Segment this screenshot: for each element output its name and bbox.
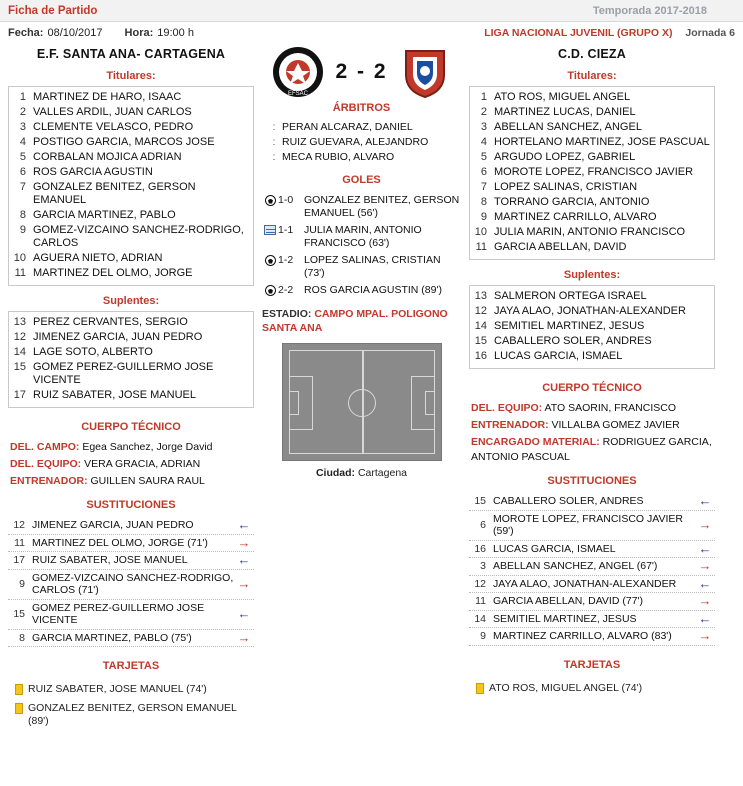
player-number: 12 — [13, 519, 25, 531]
player-name: LOPEZ SALINAS, CRISTIAN — [494, 181, 638, 193]
staff-role: ENTRENADOR: — [471, 419, 549, 431]
away-crest-icon — [398, 45, 452, 99]
yellow-card-icon — [10, 683, 28, 695]
stadium-info — [260, 299, 463, 339]
player-number: 12 — [13, 331, 26, 343]
home-staff-title: CUERPO TÉCNICO — [81, 421, 181, 433]
player-name: MARTINEZ CARRILLO, ALVARO — [494, 211, 657, 223]
referee-name: RUIZ GUEVARA, ALEJANDRO — [282, 136, 429, 148]
staff-name: ATO SAORIN, FRANCISCO — [544, 402, 676, 414]
away-team-name: C.D. CIEZA — [558, 47, 626, 61]
goal-scorer: ROS GARCIA AGUSTIN (89') — [304, 284, 442, 296]
player-number: 1 — [19, 91, 26, 103]
player-number: 9 — [19, 224, 26, 236]
player-name: ROS GARCIA AGUSTIN — [33, 166, 153, 178]
player-name: ABELLAN SANCHEZ, ANGEL — [494, 121, 642, 133]
bullet: : — [272, 136, 276, 148]
time-value: 19:00 h — [157, 27, 194, 39]
staff-name: VERA GRACIA, ADRIAN — [84, 458, 201, 470]
player-name: MARTINEZ DEL OLMO, JORGE — [33, 267, 193, 279]
arrow-out-icon: → — [698, 516, 712, 532]
list-item — [9, 360, 253, 388]
home-team-column — [8, 43, 254, 731]
list-item — [9, 315, 253, 330]
arrow-in-icon: ← — [237, 605, 251, 621]
staff-row — [10, 456, 252, 473]
table-row — [8, 570, 254, 600]
arrow-in-icon: ← — [237, 552, 251, 567]
list-item — [470, 135, 714, 150]
player-number: 16 — [474, 350, 487, 362]
player-name: SEMITIEL MARTINEZ, JESUS — [493, 612, 637, 625]
arrow-in-icon: ← — [698, 575, 712, 591]
matchday-label: Jornada 6 — [685, 27, 735, 39]
player-number: 6 — [480, 166, 487, 178]
referee-name: MECA RUBIO, ALVARO — [282, 151, 395, 163]
player-name: JAYA ALAO, JONATHAN-ALEXANDER — [493, 577, 677, 590]
city-label: Ciudad: — [315, 467, 356, 479]
player-name: SALMERON ORTEGA ISRAEL — [494, 290, 647, 302]
table-row — [469, 511, 715, 541]
list-item — [9, 180, 253, 208]
player-name: MOROTE LOPEZ, FRANCISCO JAVIER — [494, 166, 694, 178]
player-name: GONZALEZ BENITEZ, GERSON EMANUEL (89') — [28, 702, 237, 727]
player-number: 13 — [13, 316, 26, 328]
player-number: 11 — [475, 241, 487, 253]
player-number: 11 — [475, 595, 486, 607]
list-item — [9, 330, 253, 345]
player-name: GOMEZ PEREZ-GUILLERMO JOSE VICENTE — [33, 361, 214, 386]
arrow-in-icon: ← — [698, 493, 712, 508]
page-title: Ficha de Partido — [8, 4, 98, 17]
table-row — [8, 680, 254, 699]
player-number: 9 — [19, 577, 25, 590]
arrow-out-icon: → — [237, 629, 251, 645]
list-item — [9, 223, 253, 251]
away-starters-list — [470, 90, 714, 255]
titlebar — [0, 0, 743, 22]
player-number: 13 — [474, 290, 487, 302]
table-row — [469, 493, 715, 511]
player-number: 15 — [13, 607, 25, 620]
goals-list — [260, 190, 463, 299]
player-number: 3 — [480, 560, 486, 572]
list-item — [260, 120, 463, 135]
staff-role: DEL. EQUIPO: — [471, 402, 543, 414]
staff-row — [10, 473, 252, 490]
list-item — [470, 289, 714, 304]
staff-name: GUILLEN SAURA RAUL — [90, 475, 205, 487]
player-name: HORTELANO MARTINEZ, JOSE PASCUAL — [494, 136, 710, 148]
referees-list — [260, 118, 463, 165]
away-team-column — [469, 43, 715, 698]
player-number: 7 — [480, 181, 487, 193]
goals-title: GOLES — [342, 174, 381, 186]
away-subs-list — [470, 289, 714, 364]
pitch-right-goal-area — [425, 391, 435, 415]
arrow-out-icon: → — [237, 534, 251, 550]
player-number: 5 — [19, 151, 26, 163]
list-item — [470, 225, 714, 240]
player-name: ABELLAN SANCHEZ, ANGEL (67') — [493, 560, 658, 572]
list-item — [9, 251, 253, 266]
list-item — [470, 105, 714, 120]
staff-name: RODRIGUEZ GARCIA, ANTONIO PASCUAL — [471, 436, 712, 463]
staff-role: ENTRENADOR: — [10, 475, 88, 487]
list-item — [470, 165, 714, 180]
staff-role: DEL. CAMPO: — [10, 441, 80, 453]
player-number: 15 — [474, 495, 486, 507]
player-number: 14 — [474, 612, 486, 625]
player-name: CLEMENTE VELASCO, PEDRO — [33, 121, 194, 133]
list-item — [9, 208, 253, 223]
player-name: GARCIA MARTINEZ, PABLO — [33, 209, 176, 221]
away-subs-box — [469, 285, 715, 369]
home-subs-title: Suplentes: — [102, 295, 160, 307]
list-item — [470, 210, 714, 225]
list-item — [470, 349, 714, 364]
player-name: MARTINEZ CARRILLO, ALVARO (83') — [493, 630, 672, 642]
player-number: 2 — [480, 106, 487, 118]
player-name: VALLES ARDIL, JUAN CARLOS — [33, 106, 192, 118]
home-staff — [8, 437, 254, 490]
referee-name: PERAN ALCARAZ, DANIEL — [282, 121, 413, 133]
staff-row — [10, 439, 252, 456]
player-number: 14 — [474, 320, 487, 332]
player-name: MARTINEZ DEL OLMO, JORGE (71') — [32, 536, 208, 549]
list-item — [470, 319, 714, 334]
list-item — [9, 150, 253, 165]
table-row — [8, 535, 254, 553]
list-item — [470, 334, 714, 349]
table-row — [8, 600, 254, 630]
player-name: GOMEZ-VIZCAINO SANCHEZ-RODRIGO, CARLOS — [33, 224, 244, 249]
crests-and-score — [260, 43, 463, 99]
arrow-out-icon: → — [698, 628, 712, 643]
player-name: TORRANO GARCIA, ANTONIO — [494, 196, 650, 208]
city-info — [260, 461, 463, 479]
pitch-center-circle — [348, 389, 376, 417]
list-item — [9, 105, 253, 120]
list-item — [470, 304, 714, 319]
player-number: 4 — [480, 136, 487, 148]
list-item — [9, 345, 253, 360]
player-number: 10 — [474, 226, 487, 238]
score: 2 - 2 — [335, 60, 388, 83]
player-number: 1 — [480, 91, 487, 103]
away-staff — [469, 398, 715, 466]
player-name: GARCIA ABELLAN, DAVID (77') — [493, 595, 644, 607]
arrow-in-icon: ← — [698, 540, 712, 556]
player-number: 5 — [480, 151, 487, 163]
player-name: GARCIA ABELLAN, DAVID — [494, 241, 627, 253]
bullet: : — [272, 121, 276, 133]
goal-score: 2-2 — [278, 284, 294, 296]
player-number: 12 — [474, 577, 486, 590]
list-item — [470, 240, 714, 255]
staff-role: DEL. EQUIPO: — [10, 458, 82, 470]
player-name: LUCAS GARCIA, ISMAEL — [493, 542, 616, 555]
table-row — [8, 699, 254, 731]
list-item — [9, 120, 253, 135]
arrow-out-icon: → — [237, 575, 251, 591]
list-item — [9, 135, 253, 150]
away-starters-title: Titulares: — [567, 70, 617, 82]
referees-title: ÁRBITROS — [332, 102, 391, 114]
match-summary-column — [254, 43, 469, 479]
goal-scorer: GONZALEZ BENITEZ, GERSON EMANUEL (56') — [304, 194, 460, 219]
table-row — [8, 630, 254, 648]
away-cards — [469, 675, 715, 698]
list-item — [260, 222, 463, 252]
staff-row — [471, 417, 713, 434]
player-name: SEMITIEL MARTINEZ, JESUS — [494, 320, 645, 332]
home-crest-icon — [271, 45, 325, 99]
player-number: 9 — [480, 211, 487, 223]
player-number: 8 — [19, 631, 25, 644]
player-name: AGUERA NIETO, ADRIAN — [33, 252, 163, 264]
player-number: 6 — [480, 518, 486, 531]
player-number: 7 — [19, 181, 26, 193]
substitution-icon — [262, 224, 278, 235]
goal-score: 1-2 — [278, 254, 294, 266]
list-item — [260, 252, 463, 282]
away-substitutions — [469, 491, 715, 646]
away-substitutions-title: SUSTITUCIONES — [547, 475, 637, 487]
time-label: Hora: — [124, 27, 154, 39]
player-number: 15 — [13, 361, 26, 373]
goal-scorer: JULIA MARIN, ANTONIO FRANCISCO (63') — [304, 224, 422, 249]
table-row — [8, 552, 254, 570]
player-number: 17 — [13, 389, 26, 401]
home-starters-list — [9, 90, 253, 281]
player-number: 8 — [19, 209, 26, 221]
player-name: RUIZ SABATER, JOSE MANUEL (74') — [28, 683, 207, 695]
arrow-in-icon: ← — [237, 517, 251, 532]
player-number: 4 — [19, 136, 26, 148]
home-substitutions — [8, 515, 254, 647]
player-number: 9 — [480, 630, 486, 642]
staff-row — [471, 400, 713, 417]
player-number: 16 — [474, 542, 486, 555]
content-columns — [0, 43, 743, 731]
bullet: : — [272, 151, 276, 163]
list-item — [470, 195, 714, 210]
home-team-name: E.F. SANTA ANA- CARTAGENA — [36, 47, 226, 61]
pitch-left-goal-area — [289, 391, 299, 415]
player-name: MARTINEZ DE HARO, ISAAC — [33, 91, 182, 103]
home-subs-list — [9, 315, 253, 403]
player-number: 8 — [480, 196, 487, 208]
table-row — [469, 593, 715, 611]
home-cards-title: TARJETAS — [102, 660, 160, 672]
svg-text:EFSAC: EFSAC — [288, 91, 309, 97]
list-item — [9, 388, 253, 403]
home-substitutions-title: SUSTITUCIONES — [86, 499, 176, 511]
player-number: 2 — [19, 106, 26, 118]
player-name: GONZALEZ BENITEZ, GERSON EMANUEL — [33, 181, 196, 206]
player-number: 17 — [13, 554, 25, 566]
player-name: JAYA ALAO, JONATHAN-ALEXANDER — [494, 305, 686, 317]
table-row — [469, 576, 715, 594]
player-name: POSTIGO GARCIA, MARCOS JOSE — [33, 136, 215, 148]
goal-score: 1-1 — [278, 224, 294, 236]
yellow-card-icon — [471, 682, 489, 694]
player-name: MOROTE LOPEZ, FRANCISCO JAVIER (59') — [493, 512, 683, 537]
list-item — [260, 135, 463, 150]
list-item — [470, 90, 714, 105]
yellow-card-icon — [10, 702, 28, 714]
list-item — [470, 180, 714, 195]
player-name: JIMENEZ GARCIA, JUAN PEDRO — [33, 331, 203, 343]
home-cards — [8, 676, 254, 731]
player-number: 15 — [474, 335, 487, 347]
player-number: 11 — [14, 536, 25, 549]
list-item — [260, 282, 463, 299]
player-name: ARGUDO LOPEZ, GABRIEL — [494, 151, 636, 163]
goal-score: 1-0 — [278, 194, 294, 206]
competition-info — [484, 27, 735, 39]
player-name: JULIA MARIN, ANTONIO FRANCISCO — [494, 226, 686, 238]
list-item — [260, 150, 463, 165]
staff-row — [471, 434, 713, 466]
date-label: Fecha: — [8, 27, 44, 39]
date-value: 08/10/2017 — [47, 27, 103, 39]
player-number: 11 — [14, 267, 26, 279]
list-item — [9, 266, 253, 281]
away-cards-title: TARJETAS — [563, 658, 621, 671]
staff-name: Egea Sanchez, Jorge David — [82, 441, 213, 453]
staff-name: VILLALBA GOMEZ JAVIER — [551, 419, 680, 431]
ball-icon — [262, 284, 278, 296]
player-number: 10 — [13, 252, 26, 264]
player-name: RUIZ SABATER, JOSE MANUEL — [33, 389, 196, 401]
player-name: LUCAS GARCIA, ISMAEL — [494, 350, 623, 362]
arrow-out-icon: → — [698, 593, 712, 608]
player-name: JIMENEZ GARCIA, JUAN PEDRO — [32, 519, 194, 531]
season-label: Temporada 2017-2018 — [592, 4, 707, 17]
player-name: GARCIA MARTINEZ, PABLO (75') — [32, 631, 192, 644]
player-name: MARTINEZ LUCAS, DANIEL — [494, 106, 636, 118]
player-name: GOMEZ PEREZ-GUILLERMO JOSE VICENTE — [32, 601, 205, 626]
list-item — [9, 165, 253, 180]
player-name: ATO ROS, MIGUEL ANGEL (74') — [489, 681, 643, 694]
pitch-image — [282, 343, 442, 461]
city-value: Cartagena — [357, 467, 408, 479]
list-item — [260, 192, 463, 222]
player-number: 3 — [480, 121, 487, 133]
home-subs-box — [8, 311, 254, 408]
competition-name: LIGA NACIONAL JUVENIL (GRUPO X) — [484, 27, 673, 39]
list-item — [470, 120, 714, 135]
player-name: LAGE SOTO, ALBERTO — [33, 346, 153, 358]
table-row — [469, 628, 715, 646]
away-starters-box — [469, 86, 715, 260]
match-info-row — [0, 22, 743, 43]
player-name: CABALLERO SOLER, ANDRES — [494, 335, 652, 347]
away-staff-title: CUERPO TÉCNICO — [542, 382, 642, 394]
home-starters-box — [8, 86, 254, 286]
player-name: GOMEZ-VIZCAINO SANCHEZ-RODRIGO, CARLOS (71') — [32, 571, 234, 596]
table-row — [469, 679, 715, 698]
list-item — [470, 150, 714, 165]
ball-icon — [262, 194, 278, 206]
table-row — [8, 517, 254, 535]
player-name: PEREZ CERVANTES, SERGIO — [33, 316, 188, 328]
stadium-label: ESTADIO: — [262, 308, 312, 320]
table-row — [469, 541, 715, 559]
player-name: CABALLERO SOLER, ANDRES — [493, 495, 644, 507]
list-item — [9, 90, 253, 105]
player-name: ATO ROS, MIGUEL ANGEL — [494, 91, 631, 103]
player-number: 14 — [13, 346, 26, 358]
player-name: CORBALAN MOJICA ADRIAN — [33, 151, 182, 163]
player-number: 3 — [19, 121, 26, 133]
away-subs-title: Suplentes: — [563, 269, 621, 281]
player-number: 12 — [474, 305, 487, 317]
table-row — [469, 558, 715, 576]
staff-role: ENCARGADO MATERIAL: — [471, 436, 600, 448]
home-starters-title: Titulares: — [106, 70, 156, 82]
stadium-value: CAMPO MPAL. POLIGONO SANTA ANA — [262, 308, 448, 334]
goal-scorer: LOPEZ SALINAS, CRISTIAN (73') — [304, 254, 441, 279]
player-name: RUIZ SABATER, JOSE MANUEL — [32, 554, 188, 566]
ball-icon — [262, 254, 278, 266]
table-row — [469, 611, 715, 629]
arrow-in-icon: ← — [698, 610, 712, 626]
arrow-out-icon: → — [698, 558, 712, 573]
player-number: 6 — [19, 166, 26, 178]
